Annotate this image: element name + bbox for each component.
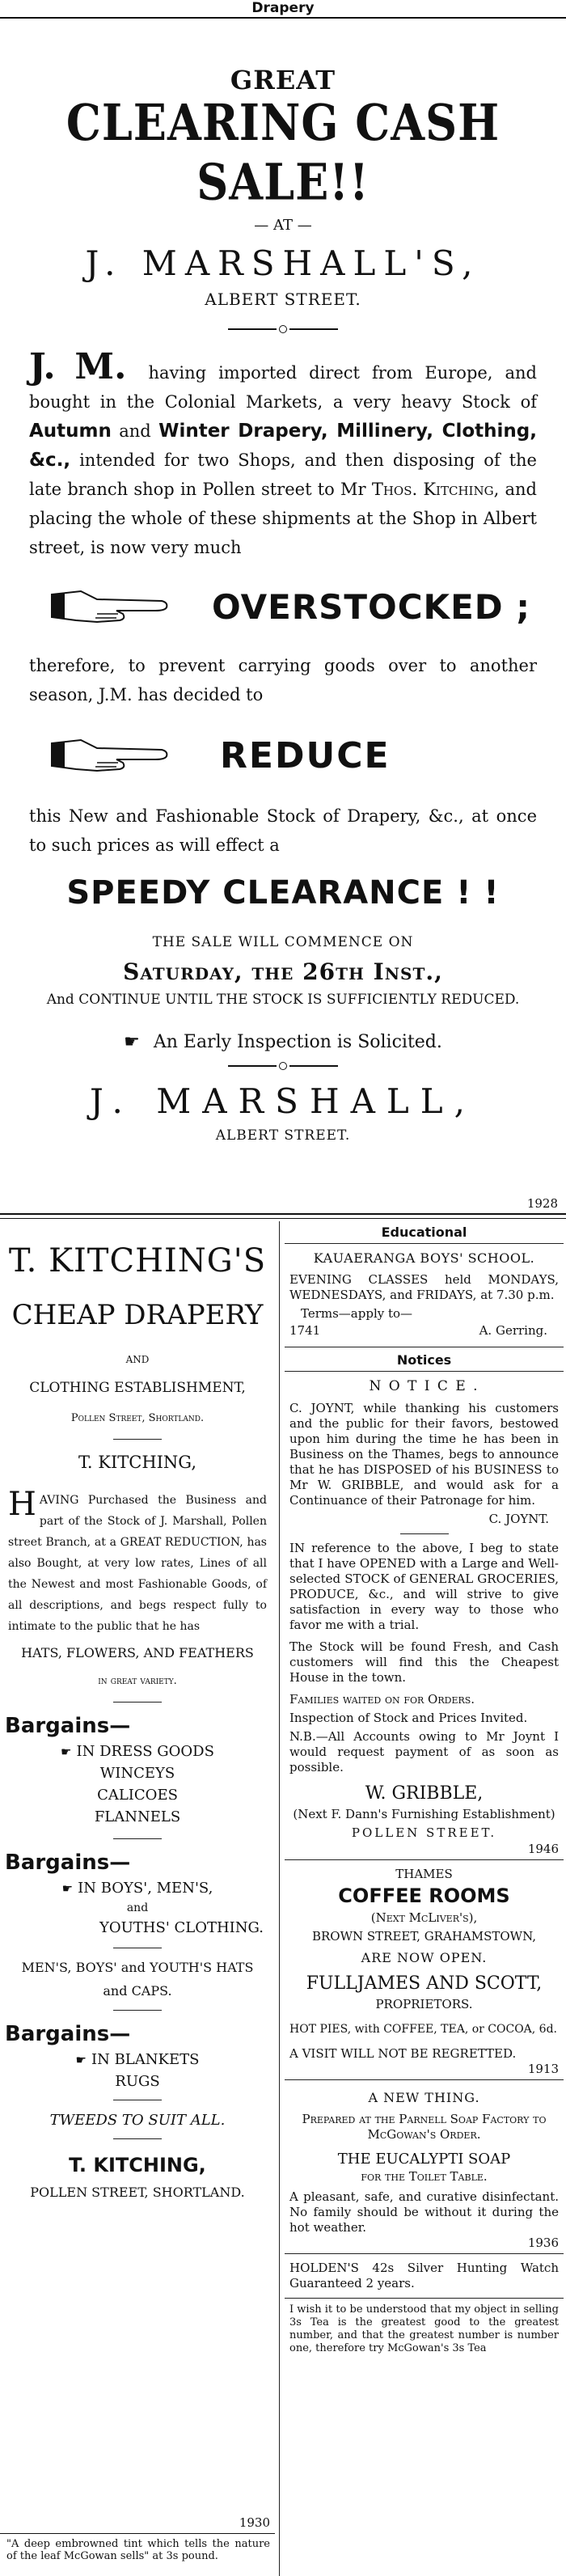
kitching-name-bottom: T. KITCHING,	[69, 2154, 206, 2176]
ad-number: 1928	[526, 1196, 558, 1211]
inspection-line: ☛ An Early Inspection is Solicited.	[124, 1032, 442, 1052]
ad-stock-text: this New and Fashionable Stock of Drapery, &c., at once to such prices as will effect a	[29, 806, 537, 855]
double-rule	[0, 1213, 566, 1219]
sale-date: Saturday, the 26th Inst.,	[123, 958, 443, 985]
tweeds-line: TWEEDS TO SUIT ALL.	[49, 2112, 226, 2129]
wish-tea: I wish it to be understood that my object in selling 3s Tea is the greatest good to the greatest number, and that the greatest number is number one, therefore try McGowan's 3s Tea	[289, 2303, 559, 2354]
fulljames-scott: FULLJAMES AND SCOTT,	[306, 1973, 543, 1994]
kitching-name: T. KITCHING,	[78, 1453, 196, 1472]
speedy-clearance: SPEEDY CLEARANCE ! !	[66, 874, 500, 912]
coffee-number: 1913	[527, 2062, 559, 2076]
pointing-hand-small-icon: ☛	[124, 1032, 140, 1052]
pointing-hand-small-icon: ☛	[61, 1745, 72, 1759]
ad-signature: J. MARSHALL,	[89, 1081, 477, 1121]
overstocked-line	[49, 578, 566, 635]
kitching-variety: in great variety.	[98, 1675, 177, 1687]
sale-commence: THE SALE WILL COMMENCE ON	[152, 934, 414, 950]
toilet-line: for the Toilet Table.	[361, 2169, 488, 2184]
right-column	[285, 1221, 564, 2576]
gribble-street: POLLEN STREET.	[351, 1825, 497, 1840]
kitching-hats-caps: MEN'S, BOYS' and YOUTH'S HATS	[21, 1960, 254, 1975]
eucalypti-number: 1936	[527, 2235, 559, 2250]
ad-clearing: CLEARING CASH SALE!!	[65, 92, 501, 212]
visit-line: A VISIT WILL NOT BE REGRETTED.	[289, 2046, 517, 2061]
ornament-rule	[0, 1060, 566, 1072]
kitching-hats: HATS, FLOWERS, AND FEATHERS	[21, 1645, 254, 1660]
eucalypti-body: A pleasant, safe, and curative disinfectant. No family should be without it during the hot weather.	[289, 2189, 559, 2235]
kitching-body: H AVING Purchased the Business and part of the Stock of J. Marshall, Pollen street Branch, at a GREAT REDUCTION, has also Bought, at very low rates, Lines of all the Newest and most Fashionable Goods, of all descriptions, and begs respect fully to intimate to the public that he has	[8, 1486, 267, 1633]
ornament-rule	[0, 324, 566, 335]
pointing-hand-small-icon: ☛	[61, 1881, 74, 1896]
kitching-establishment: CLOTHING ESTABLISHMENT,	[29, 1380, 246, 1396]
joynt-notice: C. JOYNT, while thanking his customers and the public for their favors, bestowed upon him during the time he has been in Business on the Thames, begs to announce that he has DISPOSED of his BUSINESS to Mr W. GRIBBLE, and would ask for a Continuance of their Patronage for him.	[289, 1401, 559, 1508]
inspect-line: Inspection of Stock and Prices Invited.	[289, 1711, 528, 1725]
gribble-stock: The Stock will be found Fresh, and Cash customers will find this the Cheapest House in the town.	[289, 1639, 559, 1685]
gribble-number: 1946	[527, 1842, 559, 1856]
ad-firm: J. MARSHALL'S,	[85, 243, 481, 283]
reduce-line	[49, 727, 566, 784]
section-title: Drapery	[251, 0, 315, 16]
jm-initials: J. M.	[29, 346, 127, 387]
kitching-number: 1930	[239, 2515, 270, 2530]
school-title: KAUAERANGA BOYS' SCHOOL.	[313, 1250, 535, 1266]
page-header	[0, 0, 566, 16]
joynt-signature: C. JOYNT.	[488, 1512, 549, 1526]
reduce-text: REDUCE	[220, 734, 391, 776]
kitching-address-bottom: POLLEN STREET, SHORTLAND.	[30, 2185, 245, 2200]
sale-continue: And CONTINUE UNTIL THE STOCK IS SUFFICIENTLY REDUCED.	[46, 992, 520, 1008]
bargains-heading: Bargains—	[5, 1714, 131, 1738]
prepared-line: Prepared at the Parnell Soap Factory to McGowan's Order.	[302, 2112, 547, 2142]
gerring-line: 1741 A. Gerring.	[289, 1323, 547, 1338]
gribble-notice: IN reference to the above, I beg to state that I have OPENED with a Large and Well-selected STOCK of GENERAL GROCERIES, PRODUCE, &c., and will strive to give satisfaction in every way to those who favor me with a trial.	[289, 1541, 559, 1632]
coffee-rooms: COFFEE ROOMS	[338, 1884, 510, 1907]
nb-line: N.B.—All Accounts owing to Mr Joynt I would request payment of as soon as possible.	[289, 1729, 559, 1774]
educational-heading: Educational	[381, 1225, 467, 1240]
holden-watch: HOLDEN'S 42s Silver Hunting Watch Guaranteed 2 years.	[289, 2261, 559, 2290]
tea-note	[0, 2533, 275, 2534]
column-divider	[279, 1221, 280, 2576]
overstocked-text: OVERSTOCKED ;	[212, 586, 531, 627]
pointing-hand-icon	[49, 585, 170, 628]
kitching-and: AND	[125, 1354, 150, 1365]
marshall-advertisement	[0, 19, 566, 1237]
header-rule	[0, 17, 566, 19]
terms-line: Terms—apply to—	[301, 1306, 413, 1321]
gribble-next: (Next F. Dann's Furnishing Establishment)	[293, 1807, 555, 1821]
new-thing: A NEW THING.	[368, 2090, 480, 2105]
bargains-heading: Bargains—	[5, 2022, 131, 2046]
ad-therefore: therefore, to prevent carrying goods over to another season, J.M. has decided to	[29, 656, 537, 704]
kitching-cheap-drapery: CHEAP DRAPERY	[11, 1299, 264, 1331]
families-line: Families waited on for Orders.	[289, 1692, 475, 1707]
proprietors: PROPRIETORS.	[375, 1997, 473, 2011]
tea-advert: "A deep embrowned tint which tells the nature of the leaf McGowan sells" at 3s pound.	[6, 2538, 270, 2562]
bargains-heading: Bargains—	[5, 1851, 131, 1875]
ad-sig-street: ALBERT STREET.	[215, 1127, 351, 1144]
pointing-hand-icon	[49, 734, 170, 777]
eucalypti-soap: THE EUCALYPTI SOAP	[337, 2151, 511, 2168]
ad-at: — AT —	[254, 217, 312, 234]
hot-pies: HOT PIES, with COFFEE, TEA, or COCOA, 6d.	[289, 2023, 557, 2036]
notice-title: N O T I C E .	[369, 1378, 479, 1394]
ad-intro: J. M. having imported direct from Europe, and bought in the Colonial Markets, a very heavy Stock of Autumn and Winter Drapery, Millinery, Clothing, &c., intended for two Shops, and then disposing of the late branch shop in Pollen street to Mr Thos. Kitching, and placing the whole of these shipments at the Shop in Albert street, is now very much	[29, 346, 538, 557]
now-open: ARE NOW OPEN.	[361, 1950, 488, 1965]
thames-heading: THAMES	[395, 1867, 453, 1881]
lower-columns	[0, 1221, 566, 2576]
evening-classes: EVENING CLASSES held MONDAYS, WEDNESDAYS, and FRIDAYS, at 7.30 p.m.	[289, 1272, 559, 1302]
mcliver-line: (Next McLiver's),	[370, 1910, 478, 1925]
notices-heading: Notices	[396, 1352, 452, 1368]
ad-street: ALBERT STREET.	[205, 290, 361, 309]
kitching-title: T. KITCHING'S	[8, 1242, 267, 1280]
pointing-hand-small-icon: ☛	[75, 2053, 87, 2067]
kitching-address: Pollen Street, Shortland.	[70, 1412, 205, 1424]
ad-great: GREAT	[230, 65, 336, 95]
kitching-advertisement: T. KITCHING'S CHEAP DRAPERY AND CLOTHING ESTABLISHMENT, Pollen Street, Shortland. T. KITCHING, H AVING Purchased the Business and part of the Stock of J. Marshall, Pollen street Branch, at a GREAT REDUCTION, has also Bought, at very low rates, Lines of all the Newest and most Fashionable Goods, of all descriptions, and begs respect fully to intimate to the public that he has HATS, FLOWERS, AND FEATHERS in great variety. Bargains— ☛ IN DRESS GOODS WINCEYS CALICOES FLANNELS Bargains— ☛ IN BOYS', MEN'S, and YOUTHS' CLOTHING. MEN'S, BOYS' and YOUTH'S HATS and CAPS. Bargains— ☛ IN BLANKETS RUGS TWEEDS TO SUIT ALL. T. KITCHING, POLLEN STREET, SHORTLAND. 1930 "A deep embrowned tint which tells the nature of the leaf McGowan sells" at 3s pound.	[0, 1221, 275, 2576]
brown-street: BROWN STREET, GRAHAMSTOWN,	[311, 1929, 537, 1944]
gribble-name: W. GRIBBLE,	[365, 1783, 484, 1804]
